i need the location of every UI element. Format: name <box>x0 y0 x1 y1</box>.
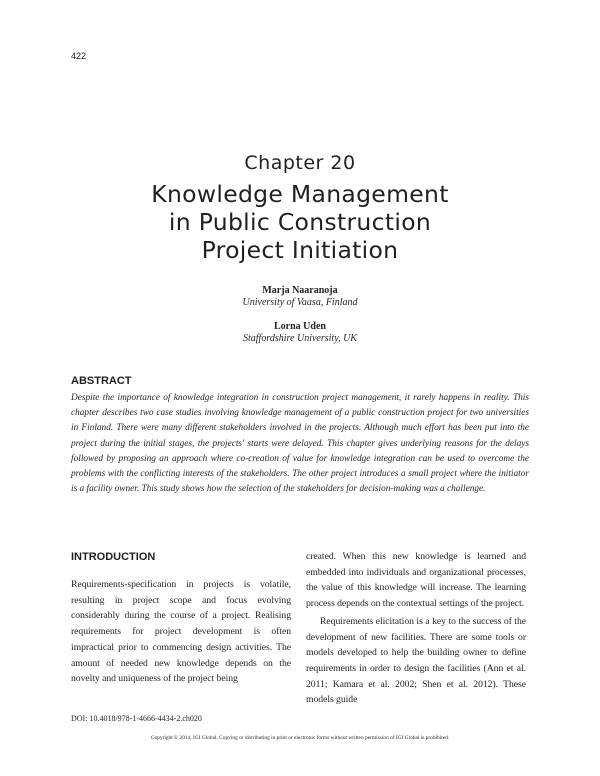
author-affiliation: University of Vaasa, Finland <box>242 297 358 308</box>
author-name: Lorna Uden <box>274 321 326 332</box>
abstract-heading: ABSTRACT <box>71 375 132 387</box>
chapter-title-line: Project Initiation <box>201 236 399 264</box>
page-number: 422 <box>71 51 87 61</box>
chapter-label: Chapter 20 <box>244 152 356 174</box>
chapter-title-line: in Public Construction <box>168 208 432 236</box>
doi: DOI: 10.4018/978-1-4666-4434-2.ch020 <box>71 714 202 723</box>
left-column <box>71 548 291 687</box>
author-block <box>0 321 600 345</box>
author-block <box>0 285 600 309</box>
body-paragraph: created. When this new knowledge is learned and embedded into individuals and organizational processes, the value of this knowledge will increase. The learning process depends on the contextual settings of the project. <box>306 551 526 610</box>
right-column <box>306 549 526 708</box>
body-paragraph: Requirements-specification in projects is volatile, resulting in project scope and focus evolving considerably during the course of a project. Realising requirements for project development is often impractical prior to commencing design activities. The amount of needed new knowledge depends on the novelty and uniqueness of the project being <box>71 579 291 685</box>
chapter-title <box>0 180 600 264</box>
introduction-heading: INTRODUCTION <box>71 551 156 563</box>
abstract-text: Despite the importance of knowledge integration in construction project management, it rarely happens in reality. This chapter describes two case studies involving knowledge management of a public construction project for two universities in Finland. There were many different stakeholders involved in the projects. Although much effort has been put into the project during the initial stages, the projects' starts were delayed. This chapter gives underlying reasons for the delays followed by proposing an approach where co-creation of value for knowledge integration can be used to overcome the problems with the conflicting interests of the stakeholders. The other project introduces a small project where the initiator is a facility owner. This study shows how the selection of the stakeholders for decision-making was a challenge. <box>71 393 529 495</box>
chapter-title-line: Knowledge Management <box>151 180 449 208</box>
body-paragraph: Requirements elicitation is a key to the success of the development of new facilities. There are some tools or models developed to help the building owner to define requirements in order to design the facilities (Ann et al. 2011; Kamara et al. 2002; Shen et al. 2012). These models guide <box>306 615 526 706</box>
author-affiliation: Staffordshire University, UK <box>243 333 357 344</box>
copyright-notice: Copyright © 2014, IGI Global. Copying or distributing in print or electronic forms without written permission of IGI Global is prohibited. <box>150 735 450 741</box>
author-name: Marja Naaranoja <box>262 285 338 296</box>
